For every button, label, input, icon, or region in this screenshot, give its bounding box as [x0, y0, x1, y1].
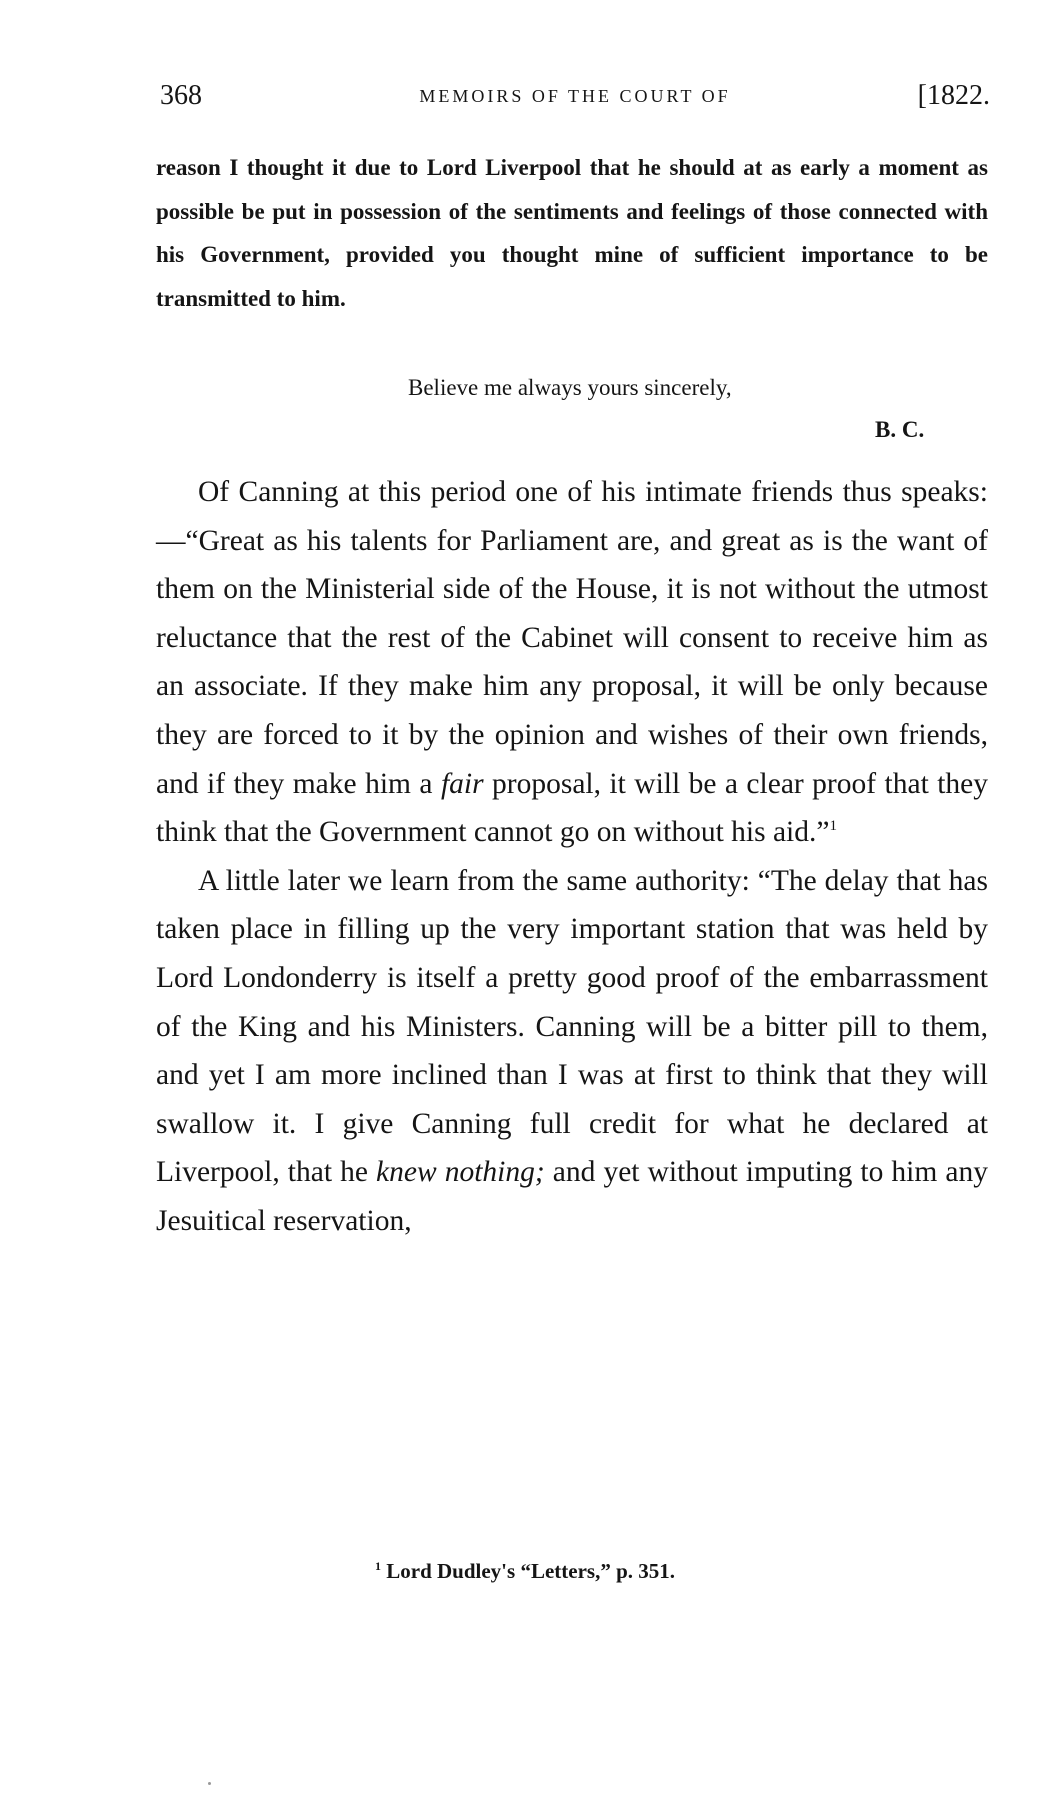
- paragraph-2-end: and yet without imputing to him any Jesuitical reservation,: [156, 1156, 988, 1237]
- paragraph-1-italic: fair: [440, 767, 484, 800]
- paragraph-2-italic: knew nothing;: [376, 1156, 545, 1189]
- paragraph-2: [156, 857, 988, 1246]
- header-year: [1822.: [917, 80, 990, 111]
- paragraph-1-end: proposal, it will be a clear proof that they think that the Government cannot go on without his aid.”: [156, 767, 988, 849]
- footnote-marker: 1: [375, 1559, 381, 1573]
- footnote-reference: 1: [829, 818, 837, 835]
- running-header: [160, 80, 990, 124]
- main-text: [156, 468, 988, 1246]
- paragraph-1-start: Of Canning at this period one of his intimate friends thus speaks:—“Great as his talents for Parliament are, and great as is the want of them on the Ministerial side of the House, it is not without the utmost reluctance that the rest of the Cabinet will consent to receive him as an associate. If they make him any proposal, it will be only because they are forced to it by the opinion and wishes of their own friends, and if they make him a: [156, 476, 988, 800]
- running-title: MEMOIRS OF THE COURT OF: [419, 86, 731, 106]
- letter-signature: B. C.: [875, 417, 925, 442]
- letter-closing: Believe me always yours sincerely,: [408, 375, 732, 400]
- footnote-text: Lord Dudley's “Letters,” p. 351.: [386, 1559, 675, 1583]
- paragraph-1: [156, 468, 988, 857]
- paragraph-2-start: A little later we learn from the same authority: “The delay that has taken place in filling up the very important station that was held by Lord Londonderry is itself a pretty good proof of the embarrassment of the King and his Ministers. Canning will be a bitter pill to them, and yet I am more inclined than I was at first to think that they will swallow it. I give Canning full credit for what he declared at Liverpool, that he: [156, 864, 988, 1189]
- page-number: 368: [160, 80, 202, 111]
- letter-text: reason I thought it due to Lord Liverpool that he should at as early a moment as possible be put in possession of the sentiments and feelings of those connected with his Government, provided you thought mine of sufficient importance to be transmitted to him.: [156, 155, 988, 311]
- letter-excerpt: [156, 146, 988, 320]
- scan-speck: [208, 1782, 211, 1785]
- footnote: [0, 1559, 1050, 1584]
